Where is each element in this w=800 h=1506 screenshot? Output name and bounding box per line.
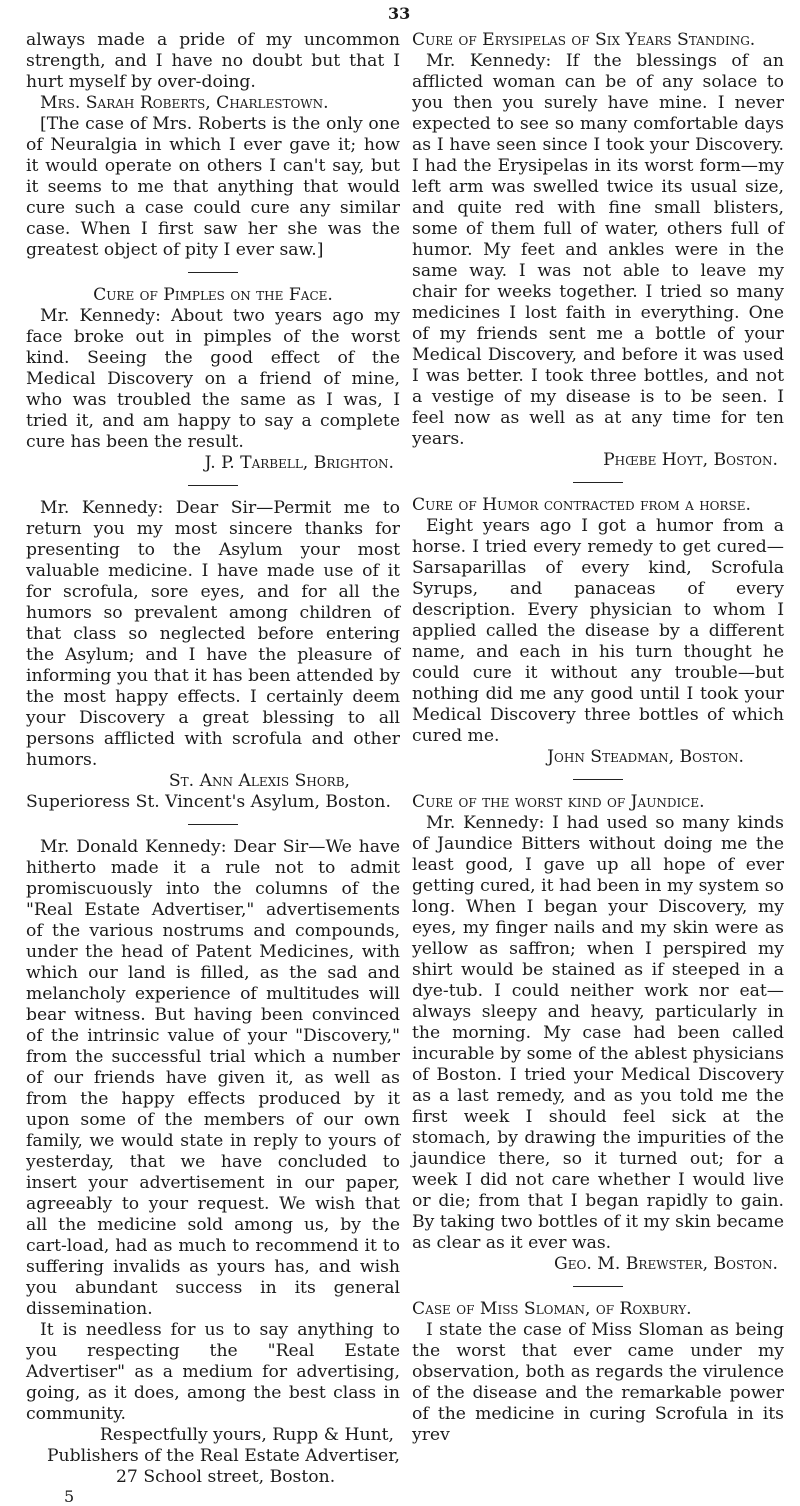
neuralgia-note: [The case of Mrs. Roberts is the only one of Neuralgia in which I ever gave it; how it would operate on others I can't say, but it seems to me that anything that would cure such a case could cure any similar case. When I first saw her she was the greatest object of pity I ever saw.] xyxy=(26,114,400,260)
horse-humor-testimonial: Eight years ago I got a humor from a horse. I tried every remedy to get cured—Sarsaparillas of every kind, Scrofula Syrups, and panaceas of every description. Every physician to whom I applied called the disease by a different name, and each in his turn thought he could cure it without any trouble—but nothing did me any good until I took your Medical Discovery three bottles of which cured me. xyxy=(412,516,784,746)
hoyt-signature: Phœbe Hoyt, Boston. xyxy=(603,450,778,470)
sloman-heading: Case of Miss Sloman, of Roxbury. xyxy=(412,1299,692,1319)
rupp-hunt-signature: Respectfully yours, Rupp & Hunt, xyxy=(99,1425,394,1445)
signature-mark: 5 xyxy=(64,1487,75,1506)
publishers-line: Publishers of the Real Estate Advertiser, xyxy=(46,1446,400,1466)
erysipelas-heading: Cure of Erysipelas of Six Years Standing. xyxy=(412,30,756,50)
shorb-signature: St. Ann Alexis Shorb, xyxy=(168,771,350,791)
jaundice-heading: Cure of the worst kind of Jaundice. xyxy=(412,792,705,812)
divider xyxy=(573,482,623,483)
jaundice-testimonial: Mr. Kennedy: I had used so many kinds of Jaundice Bitters without doing me the least good, I gave up all hope of ever getting cured, it had been in my system so long. When I began your Discovery, my eyes, my finger nails and my skin were as yellow as saffron; when I perspired my shirt would be stained as if steeped in a dye-tub. I could neither work nor eat—always sleepy and heavy, particularly in the morning. My case had been called incurable by some of the ablest physicians of Boston. I tried your Medical Discovery as a last remedy, and as you told me the first week I should feel sick at the stomach, by drawing the impurities of the jaundice there, so it turned out; for a week I did not care whether I would live or die; from that I began rapidly to gain. By taking two bottles of it my skin became as clear as it ever was. xyxy=(412,813,784,1253)
left-column xyxy=(26,30,400,1506)
address-line: 27 School street, Boston. xyxy=(116,1467,336,1487)
roberts-letter-end: always made a pride of my uncommon strength, and I have no doubt but that I hurt myself by over-doing. xyxy=(26,30,400,92)
asylum-testimonial: Mr. Kennedy: Dear Sir—Permit me to return you my most sincere thanks for presenting to the Asylum your most valuable medicine. I have made use of it for scrofula, sore eyes, and for all the humors so prevalent among children of that class so neglected before entering the Asylum; and I have the pleasure of informing you that it has been attended by the most happy effects. I certainly deem your Discovery a great blessing to all persons afflicted with scrofula and other humors. xyxy=(26,498,400,770)
divider xyxy=(188,824,238,825)
steadman-signature: John Steadman, Boston. xyxy=(547,747,744,767)
page-number: 33 xyxy=(388,4,411,23)
divider xyxy=(573,1286,623,1287)
divider xyxy=(188,272,238,273)
right-column xyxy=(412,30,784,1446)
shorb-title: Superioress St. Vincent's Asylum, Boston. xyxy=(26,792,391,812)
pimples-heading: Cure of Pimples on the Face. xyxy=(93,285,333,305)
divider xyxy=(573,779,623,780)
advertiser-letter-closing: It is needless for us to say anything to you respecting the "Real Estate Advertiser" as a medium for advertising, going, as it does, among the best class in community. xyxy=(26,1320,400,1424)
sloman-testimonial: I state the case of Miss Sloman as being the worst that ever came under my observation, both as regards the virulence of the disease and the remarkable power of the medicine in curing Scrofula in its yrev xyxy=(412,1320,784,1445)
brewster-signature: Geo. M. Brewster, Boston. xyxy=(554,1254,778,1274)
erysipelas-testimonial: Mr. Kennedy: If the blessings of an afflicted woman can be of any solace to you then you surely have mine. I never expected to see so many comfortable days as I have seen since I took your Discovery. I had the Erysipelas in its worst form—my left arm was swelled twice its usual size, and quite red with fine small blisters, some of them full of water, others full of humor. My feet and ankles were in the same way. I was not able to leave my chair for weeks together. I tried so many medicines I lost faith in everything. One of my friends sent me a bottle of your Medical Discovery, and before it was used I was better. I took three bottles, and not a vestige of my disease is to be seen. I feel now as well as at any time for ten years. xyxy=(412,51,784,449)
roberts-signature: Mrs. Sarah Roberts, Charlestown. xyxy=(40,93,329,113)
divider xyxy=(188,485,238,486)
horse-humor-heading: Cure of Humor contracted from a horse. xyxy=(412,495,751,515)
tarbell-signature: J. P. Tarbell, Brighton. xyxy=(204,453,394,473)
advertiser-letter: Mr. Donald Kennedy: Dear Sir—We have hitherto made it a rule not to admit promiscuously into the columns of the "Real Estate Advertiser," advertisements of the various nostrums and compounds, under the head of Patent Medicines, with which our land is filled, as the sad and melancholy experience of multitudes will bear witness. But having been convinced of the intrinsic value of your "Discovery," from the successful trial which a number of our friends have given it, as well as from the happy effects produced by it upon some of the members of our own family, we would state in reply to yours of yesterday, that we have concluded to insert your advertisement in our paper, agreeably to your request. We wish that all the medicine sold among us, by the cart-load, had as much to recommend it to suffering invalids as yours has, and wish you abundant success in its general dissemination. xyxy=(26,837,400,1319)
pimples-testimonial: Mr. Kennedy: About two years ago my face broke out in pimples of the worst kind. Seeing the good effect of the Medical Discovery on a friend of mine, who was troubled the same as I was, I tried it, and am happy to say a complete cure has been the result. xyxy=(26,306,400,452)
